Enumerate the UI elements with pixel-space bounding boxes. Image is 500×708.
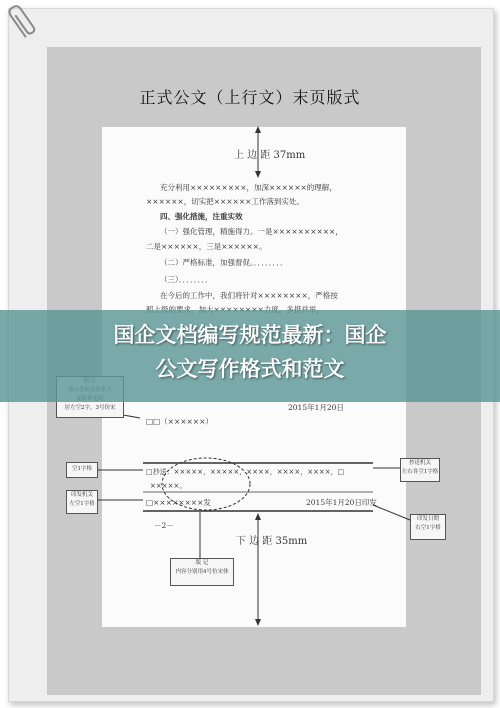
body-line: ××××××，切实把××××××工作落到实处。 (146, 197, 304, 206)
bottom-margin-label: 下 边 距 35mm (236, 536, 308, 547)
top-margin-label: 上 边 距 37mm (234, 150, 306, 161)
page-number: －2－ (154, 521, 174, 530)
contact-line: □□（××××××） (146, 417, 213, 426)
overlay-line-1: 国企文档编写规范最新：国企 (113, 323, 387, 347)
cc-spacing-box: 空1字格 (66, 462, 98, 478)
issue-date: 2015年1月20日印发 (306, 498, 377, 507)
date-annotation-box: 印发日期 右空1字格 (410, 514, 446, 540)
cc-line-continued: ×××××。 (150, 482, 187, 490)
page-title: 正式公文（上行文）末页版式 (139, 88, 361, 107)
body-line: （一）强化管理，精施得力。一是××××××××××， (160, 227, 343, 236)
body-line: 二是××××××，三是××××××。 (146, 242, 267, 251)
body-line: 在今后的工作中，我们将针对××××××××，严格按 (160, 291, 338, 300)
footer-annotation-box: 版 记 内容分别用4号仿宋体 (170, 558, 234, 586)
overlay-line-2: 公文写作格式和范文 (155, 357, 345, 381)
printer-annotation-box: 印发机关 左空1字格 (66, 490, 98, 514)
issuer-line: □××××××××发 (146, 498, 211, 507)
signature-date: 2015年1月20日 (288, 403, 344, 412)
cc-annotation-box: 抄送机关 左右各空1字格 (400, 458, 440, 482)
section-heading: 四、强化措施，注重实效 (160, 212, 243, 221)
body-line: （二）严格标准，加强督促。．．．．．．．． (160, 258, 288, 267)
note-annotation-box: 居左空2字，3号仿宋 (56, 376, 124, 418)
body-line: （三）．．．．．．．． (160, 275, 213, 284)
overlay-headline (30, 318, 470, 386)
cc-line: □抄送：×××××，×××××，××××，××××，××××，□ (146, 468, 345, 476)
body-line: 充分利用×××××××××，加深××××××的理解， (160, 183, 337, 192)
